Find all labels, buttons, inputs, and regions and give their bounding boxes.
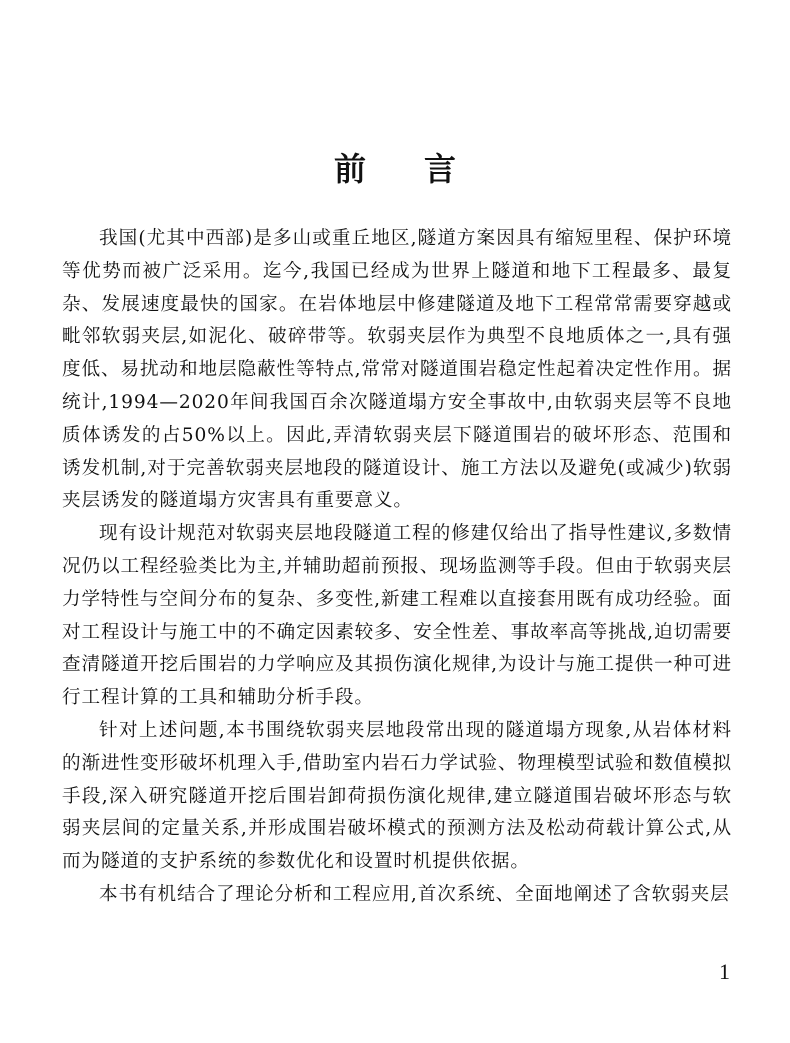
body-text [62, 223, 732, 912]
paragraph-3: 针对上述问题,本书围绕软弱夹层地段常出现的隧道塌方现象,从岩体材料的渐进性变形破坏机理入手,借助室内岩石力学试验、物理模型试验和数值模拟手段,深入研究隧道开挖后围岩卸荷损伤演化规律,建立隧道围岩破坏形态与软弱夹层间的定量关系,并形成围岩破坏模式的预测方法及松动荷载计算公式,从而为隧道的支护系统的参数优化和设置时机提供依据。 [62, 719, 732, 873]
page-number: 1 [719, 959, 730, 984]
paragraph-1: 我国(尤其中西部)是多山或重丘地区,隧道方案因具有缩短里程、保护环境等优势而被广泛采用。迄今,我国已经成为世界上隧道和地下工程最多、最复杂、发展速度最快的国家。在岩体地层中修建隧道及地下工程常常需要穿越或毗邻软弱夹层,如泥化、破碎带等。软弱夹层作为典型不良地质体之一,具有强度低、易扰动和地层隐蔽性等特点,常常对隧道围岩稳定性起着决定性作用。据统计,1994—2020年间我国百余次隧道塌方安全事故中,由软弱夹层等不良地质体诱发的占50%以上。因此,弄清软弱夹层下隧道围岩的破坏形态、范围和诱发机制,对于完善软弱夹层地段的隧道设计、施工方法以及避免(或减少)软弱夹层诱发的隧道塌方灾害具有重要意义。 [62, 228, 732, 512]
page-title: 前言 [333, 150, 514, 189]
paragraph-2: 现有设计规范对软弱夹层地段隧道工程的修建仅给出了指导性建议,多数情况仍以工程经验类比为主,并辅助超前预报、现场监测等手段。但由于软弱夹层力学特性与空间分布的复杂、多变性,新建工程难以直接套用既有成功经验。面对工程设计与施工中的不确定因素较多、安全性差、事故率高等挑战,迫切需要查清隧道开挖后围岩的力学响应及其损伤演化规律,为设计与施工提供一种可进行工程计算的工具和辅助分析手段。 [62, 523, 732, 709]
paragraph-4: 本书有机结合了理论分析和工程应用,首次系统、全面地阐述了含软弱夹层 [99, 883, 730, 905]
